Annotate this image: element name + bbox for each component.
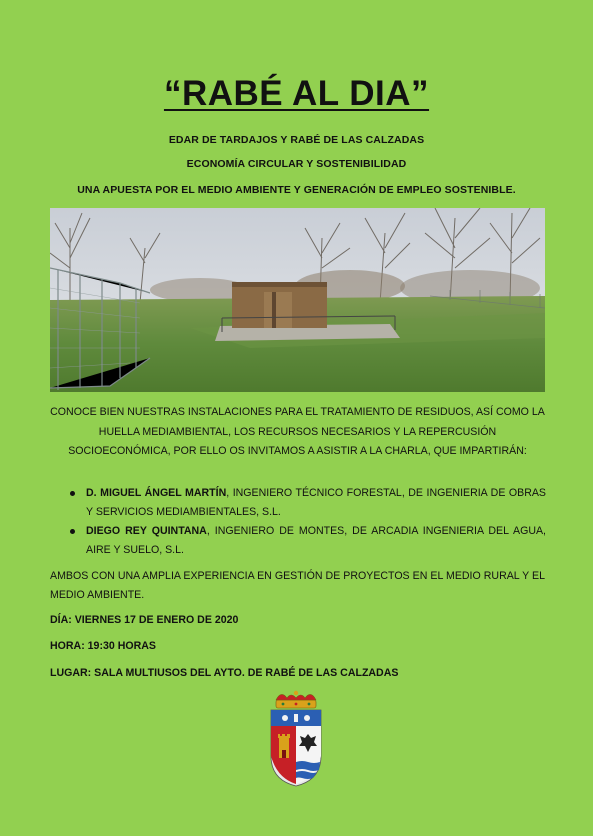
bullet-icon (70, 491, 75, 496)
subtitle-edar: EDAR DE TARDAJOS Y RABÉ DE LAS CALZADAS (168, 134, 425, 146)
list-item (86, 484, 546, 522)
event-time: HORA: 19:30 HORAS (50, 640, 156, 652)
experience-paragraph: AMBOS CON UNA AMPLIA EXPERIENCIA EN GESTIÓN DE PROYECTOS EN EL MEDIO RURAL Y EL MEDIO AMBIENTE. (50, 570, 545, 601)
speaker-name: D. MIGUEL ÁNGEL MARTÍN (86, 487, 227, 499)
speakers-list (86, 484, 546, 560)
list-item (86, 522, 546, 560)
speaker-description: , INGENIERO DE MONTES, DE ARCADIA INGENIERIA DEL AGUA, AIRE Y SUELO, S.L. (86, 525, 546, 556)
speaker-description: , INGENIERO TÉCNICO FORESTAL, DE INGENIERIA DE OBRAS Y SERVICIOS MEDIAMBIENTALES, S.L. (86, 487, 546, 518)
subtitle-medio-ambiente: UNA APUESTA POR EL MEDIO AMBIENTE Y GENERACIÓN DE EMPLEO SOSTENIBLE. (77, 184, 516, 196)
event-place: LUGAR: SALA MULTIUSOS DEL AYTO. DE RABÉ DE LAS CALZADAS (50, 667, 399, 679)
bullet-icon (70, 529, 75, 534)
invitation-paragraph: CONOCE BIEN NUESTRAS INSTALACIONES PARA EL TRATAMIENTO DE RESIDUOS, ASÍ COMO LA HUELLA MEDIAMBIENTAL, LOS RECURSOS NECESARIOS Y LA REPERCUSIÓN SOCIOECONÓMICA, POR ELLO OS INVITAMOS A ASISTIR A LA CHARLA, QUE IMPARTIRÁN: (50, 406, 545, 457)
treatment-plant-photo (50, 208, 545, 392)
event-date: DÍA: VIERNES 17 DE ENERO DE 2020 (50, 614, 239, 626)
speaker-name: DIEGO REY QUINTANA (86, 525, 207, 537)
coat-of-arms-icon (265, 690, 327, 788)
poster-title (0, 74, 593, 114)
poster-title-text: “RABÉ AL DIA” (163, 74, 430, 113)
subtitle-economia: ECONOMÍA CIRCULAR Y SOSTENIBILIDAD (186, 158, 407, 170)
